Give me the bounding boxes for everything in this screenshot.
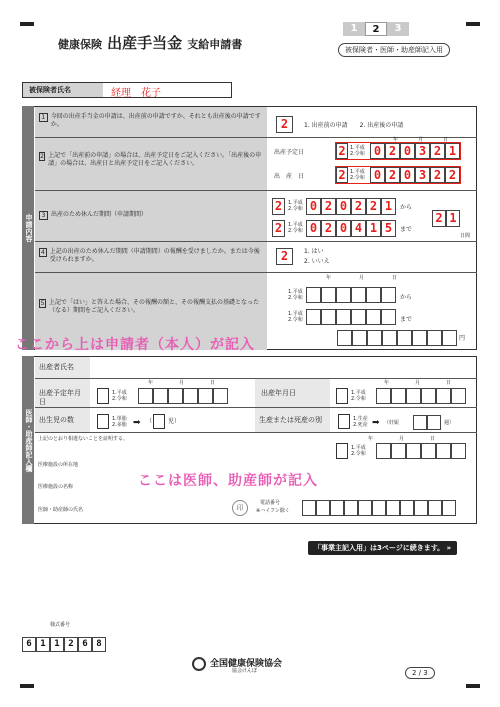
s2-weeks-boxes-cell[interactable] bbox=[413, 415, 427, 430]
q5-amount-boxes-cell[interactable] bbox=[442, 330, 457, 346]
q3-to-digits-cell[interactable]: 1 bbox=[366, 220, 381, 237]
s2-phone-boxes-cell[interactable] bbox=[330, 500, 344, 516]
insured-row bbox=[22, 82, 232, 98]
q5-to-boxes-cell[interactable] bbox=[321, 309, 336, 325]
s2-due-ymd: 年 月 日 bbox=[148, 380, 216, 386]
s2-phone-boxes-cell[interactable] bbox=[316, 500, 330, 516]
s2-birth-ymd: 年 月 日 bbox=[384, 380, 452, 386]
s2-due-boxes-cell[interactable] bbox=[138, 388, 153, 404]
q4-answer[interactable]: 2 bbox=[276, 248, 293, 265]
s2-status-label: 生産または死産の別 bbox=[255, 408, 330, 432]
s2-babies-count-box[interactable] bbox=[153, 414, 165, 429]
q3-days-digits-cell[interactable]: 1 bbox=[446, 210, 460, 227]
q2-due-digits-cell[interactable]: 0 bbox=[400, 143, 415, 159]
s2-phone-boxes-cell[interactable] bbox=[344, 500, 358, 516]
s2-phone-boxes-cell[interactable] bbox=[400, 500, 414, 516]
form-no-boxes-cell[interactable]: 8 bbox=[92, 637, 106, 652]
q1-question bbox=[35, 107, 267, 137]
s2-cert-boxes-cell[interactable] bbox=[391, 443, 406, 459]
page-number: 2 / 3 bbox=[405, 667, 435, 679]
s2-due-boxes-cell[interactable] bbox=[198, 388, 213, 404]
q3-to-digits-cell[interactable]: 4 bbox=[351, 220, 366, 237]
page-tab-3: 3 bbox=[387, 22, 409, 36]
q5-to-boxes-cell[interactable] bbox=[366, 309, 381, 325]
q3-from-label: から bbox=[400, 204, 413, 211]
org-name: 全国健康保険協会 bbox=[210, 659, 283, 669]
q5-from-boxes-cell[interactable] bbox=[351, 287, 366, 303]
page-tab-2: 2 bbox=[365, 22, 387, 36]
s2-babies-label: 出生児の数 bbox=[35, 408, 90, 432]
q5-amount-boxes-cell[interactable] bbox=[382, 330, 397, 346]
q2-birth-label: 出 産 日 bbox=[274, 173, 305, 180]
q2-due-highlight bbox=[335, 142, 461, 160]
q3-number: 3 bbox=[39, 211, 48, 220]
q5-amount-boxes-cell[interactable] bbox=[412, 330, 427, 346]
q2-due-digits-cell[interactable]: 3 bbox=[415, 143, 430, 159]
s2-birth-boxes-cell[interactable] bbox=[376, 388, 391, 404]
q3-from-era[interactable]: 2 bbox=[272, 198, 285, 215]
s2-status-box[interactable] bbox=[338, 414, 350, 429]
q2-number: 2 bbox=[40, 153, 44, 160]
s2-birth-boxes-cell[interactable] bbox=[391, 388, 406, 404]
q3-from-digits-cell[interactable]: 1 bbox=[381, 198, 396, 215]
title-main: 出産手当金 bbox=[107, 34, 183, 52]
q2-question bbox=[35, 138, 267, 190]
s2-phone-boxes-cell[interactable] bbox=[428, 500, 442, 516]
q2-due-digits-cell[interactable]: 2 bbox=[385, 143, 400, 159]
q3-from-digits-cell[interactable]: 0 bbox=[336, 198, 351, 215]
s2-due-boxes-cell[interactable] bbox=[168, 388, 183, 404]
q3-from-digits-cell[interactable]: 2 bbox=[366, 198, 381, 215]
s2-phone-boxes-cell[interactable] bbox=[372, 500, 386, 516]
q5-from-boxes-cell[interactable] bbox=[381, 287, 396, 303]
q5-text: 上記で「はい」と答えた場合、その報酬の額と、その報酬支払の基礎となった（なる）期間をご記入ください。 bbox=[49, 299, 260, 314]
form-no-boxes-cell[interactable]: 6 bbox=[78, 637, 92, 652]
q3-days-label: 日間 bbox=[460, 233, 471, 239]
s2-facility-address-label: 医療施設の所在地 bbox=[38, 462, 79, 468]
s2-weeks-prefix: （妊娠 bbox=[384, 420, 400, 426]
q3-days-digits-cell[interactable]: 2 bbox=[432, 210, 446, 227]
q2-birth-highlight bbox=[335, 166, 461, 184]
q3-from-digits-cell[interactable]: 0 bbox=[306, 198, 321, 215]
s2-cert-boxes-cell[interactable] bbox=[421, 443, 436, 459]
q5-to-boxes-cell[interactable] bbox=[306, 309, 321, 325]
q3-to-digits-cell[interactable]: 0 bbox=[306, 220, 321, 237]
s2-phone-boxes-cell[interactable] bbox=[442, 500, 456, 516]
q2-due-digits-cell[interactable]: 2 bbox=[430, 143, 445, 159]
q1-options: 1. 出産前の申請 2. 出産後の申請 bbox=[304, 122, 404, 129]
q5-amount-boxes-cell[interactable] bbox=[367, 330, 382, 346]
q2-birth-digits-cell[interactable]: 0 bbox=[400, 167, 415, 183]
q5-number: 5 bbox=[40, 300, 45, 307]
arrow-icon-2: ➡ bbox=[372, 418, 380, 428]
s2-phone-boxes-cell[interactable] bbox=[386, 500, 400, 516]
s2-phone-note: ※ハイフン除く bbox=[256, 508, 290, 514]
s2-cert-boxes-cell[interactable] bbox=[436, 443, 451, 459]
q5-to-boxes-cell[interactable] bbox=[381, 309, 396, 325]
q1-number: 1 bbox=[39, 113, 48, 122]
s2-due-boxes-cell[interactable] bbox=[213, 388, 228, 404]
s2-cert-era-box[interactable] bbox=[336, 443, 348, 459]
s2-cert-boxes-cell[interactable] bbox=[406, 443, 421, 459]
s2-phone-boxes-cell[interactable] bbox=[358, 500, 372, 516]
s2-cert-boxes-cell[interactable] bbox=[451, 443, 466, 459]
s2-weeks-suffix: 週） bbox=[444, 420, 455, 426]
q3-from-era-options: 1.平成 2.令和 bbox=[288, 200, 303, 212]
q5-to-boxes-cell[interactable] bbox=[336, 309, 351, 325]
q4-text: 上記の出産のため休んだ期間（申請期間）の報酬を受けましたか。または今後受けられますか。 bbox=[49, 248, 260, 263]
q5-from-boxes-cell[interactable] bbox=[321, 287, 336, 303]
s2-birth-boxes-cell[interactable] bbox=[451, 388, 466, 404]
s2-babies-open: （ bbox=[146, 418, 153, 425]
corner-mark-bl bbox=[20, 684, 34, 688]
q5-from-label: から bbox=[400, 294, 413, 301]
s2-due-era-box[interactable] bbox=[97, 388, 109, 404]
q3-to-digits-cell[interactable]: 2 bbox=[321, 220, 336, 237]
q2-birth-digits-cell[interactable]: 3 bbox=[415, 167, 430, 183]
s2-cert-ymd: 年 月 日 bbox=[368, 436, 436, 442]
s2-phone-boxes-cell[interactable] bbox=[302, 500, 316, 516]
chevron-right-icon: » bbox=[446, 544, 452, 552]
s2-facility-name-label: 医療施設の名称 bbox=[38, 484, 74, 490]
org-logo-icon bbox=[192, 657, 206, 671]
q3-to-era[interactable]: 2 bbox=[272, 220, 285, 237]
q2-birth-era[interactable]: 2 bbox=[336, 167, 348, 183]
continue-text: 「事業主記入用」は3ページに続きます。 bbox=[314, 544, 445, 552]
q2-birth-digits-cell[interactable]: 2 bbox=[430, 167, 445, 183]
q2-birth-era-options: 1.平成 2.令和 bbox=[350, 169, 365, 181]
q2-due-digits-cell[interactable]: 1 bbox=[445, 143, 460, 159]
applicant-note: ここから上は申請者（本人）が記入 bbox=[15, 337, 255, 353]
q5-from-boxes-cell[interactable] bbox=[306, 287, 321, 303]
s2-due-boxes-cell[interactable] bbox=[183, 388, 198, 404]
q2-text: 上記で「出産前の申請」の場合は、出産予定日をご記入ください。「出産後の申請」の場合は、出産日と出産予定日をご記入ください。 bbox=[48, 152, 262, 167]
s2-phone-label: 電話番号 bbox=[260, 500, 281, 506]
org-sub: 協会けんぽ bbox=[232, 668, 258, 674]
q5-from-boxes-cell[interactable] bbox=[366, 287, 381, 303]
s2-due-boxes-cell[interactable] bbox=[153, 388, 168, 404]
s2-phone-boxes-cell[interactable] bbox=[414, 500, 428, 516]
q4-number: 4 bbox=[40, 249, 45, 256]
q5-from-era-options: 1.平成 2.令和 bbox=[288, 289, 303, 301]
q2-due-era[interactable]: 2 bbox=[336, 143, 348, 159]
q3-from-digits-cell[interactable]: 2 bbox=[351, 198, 366, 215]
form-no-boxes-cell[interactable]: 1 bbox=[36, 637, 50, 652]
doctor-note: ここは医師、助産師が記入 bbox=[138, 473, 318, 489]
q5-amount-boxes-cell[interactable] bbox=[397, 330, 412, 346]
q5-ymd: 年 月 日 bbox=[326, 275, 398, 281]
form-number-label: 様式番号 bbox=[50, 622, 71, 628]
page-tabs bbox=[343, 22, 409, 36]
form-title bbox=[58, 32, 242, 53]
section2-sidebar: 医師・助産師記入欄 bbox=[22, 356, 34, 524]
seal-icon: 印 bbox=[232, 500, 248, 516]
q4-option-yes: 1. はい bbox=[304, 248, 324, 255]
s2-weeks-boxes-cell[interactable] bbox=[427, 415, 441, 430]
s2-birth-era-options: 1.平成 2.令和 bbox=[351, 390, 366, 402]
q1-text: 今回の出産手当金の申請は、出産前の申請ですか、それとも出産後の申請ですか。 bbox=[50, 113, 261, 128]
page-tab-1: 1 bbox=[343, 22, 365, 36]
q2-due-era-options: 1.平成 2.令和 bbox=[350, 145, 365, 157]
q5-amount-boxes-cell[interactable] bbox=[337, 330, 352, 346]
q5-amount-boxes-cell[interactable] bbox=[427, 330, 442, 346]
arrow-icon: ➡ bbox=[133, 418, 141, 428]
insured-label: 被保険者氏名 bbox=[23, 83, 103, 97]
s2-birth-boxes-cell[interactable] bbox=[436, 388, 451, 404]
s2-babies-options: 1.単胎 2.多胎 bbox=[112, 416, 127, 428]
q3-to-label: まで bbox=[400, 226, 413, 233]
q3-text: 出産のため休んだ期間（申請期間） bbox=[51, 211, 148, 218]
q2-due-digits-cell[interactable]: 0 bbox=[370, 143, 385, 159]
s2-babies-type-box[interactable] bbox=[97, 414, 109, 429]
q5-to-label: まで bbox=[400, 316, 413, 323]
q5-amount-boxes-cell[interactable] bbox=[352, 330, 367, 346]
title-suffix: 支給申請書 bbox=[187, 38, 243, 51]
s2-birth-label: 出産年月日 bbox=[255, 379, 330, 407]
q4-question bbox=[35, 242, 267, 272]
s2-cert-era-options: 1.平成 2.令和 bbox=[351, 445, 366, 457]
q2-birth-digits-cell[interactable]: 2 bbox=[385, 167, 400, 183]
q3-to-digits-cell[interactable]: 5 bbox=[381, 220, 396, 237]
continue-note bbox=[308, 541, 457, 555]
q3-from-digits-cell[interactable]: 2 bbox=[321, 198, 336, 215]
s2-birth-boxes-cell[interactable] bbox=[406, 388, 421, 404]
q2-ymd: 年 月 日 bbox=[393, 137, 449, 143]
s2-cert-boxes-cell[interactable] bbox=[376, 443, 391, 459]
corner-mark-tr bbox=[466, 22, 480, 26]
form-no-boxes-cell[interactable]: 1 bbox=[50, 637, 64, 652]
s2-doctor-name-label: 医師・助産師の氏名 bbox=[38, 507, 84, 513]
q3-to-era-options: 1.平成 2.令和 bbox=[288, 222, 303, 234]
q5-yen: 円 bbox=[459, 335, 466, 342]
q5-from-boxes-cell[interactable] bbox=[336, 287, 351, 303]
s2-due-era-options: 1.平成 2.令和 bbox=[112, 390, 127, 402]
q2-due-label: 出産予定日 bbox=[274, 149, 305, 156]
s2-status-options: 1.生産 2.死産 bbox=[353, 416, 368, 428]
q3-question bbox=[35, 191, 267, 241]
q2-birth-digits-cell[interactable]: 2 bbox=[445, 167, 460, 183]
s2-birth-boxes-cell[interactable] bbox=[421, 388, 436, 404]
form-no-boxes-cell[interactable]: 2 bbox=[64, 637, 78, 652]
q5-to-era-options: 1.平成 2.令和 bbox=[288, 311, 303, 323]
corner-mark-tl bbox=[20, 22, 34, 26]
s2-due-label: 出産予定年月日 bbox=[35, 379, 90, 407]
q3-to-digits-cell[interactable]: 0 bbox=[336, 220, 351, 237]
s2-name-label: 出産者氏名 bbox=[35, 357, 90, 378]
q4-option-no: 2. いいえ bbox=[304, 258, 330, 265]
s2-birth-era-box[interactable] bbox=[336, 388, 348, 404]
section1-sidebar: 申請内容 bbox=[22, 106, 34, 350]
s2-certify-text: 上記のとおり相違ないことを証明する。 bbox=[38, 436, 129, 442]
title-prefix: 健康保険 bbox=[58, 38, 102, 51]
insured-name[interactable]: 経理 花子 bbox=[111, 88, 161, 99]
form-no-boxes-cell[interactable]: 6 bbox=[22, 637, 36, 652]
q2-birth-digits-cell[interactable]: 0 bbox=[370, 167, 385, 183]
q5-to-boxes-cell[interactable] bbox=[351, 309, 366, 325]
q1-answer[interactable]: 2 bbox=[276, 116, 293, 133]
corner-mark-br bbox=[466, 684, 480, 688]
s2-babies-unit: 児） bbox=[168, 418, 181, 425]
user-badge: 被保険者・医師・助産師記入用 bbox=[338, 43, 450, 57]
